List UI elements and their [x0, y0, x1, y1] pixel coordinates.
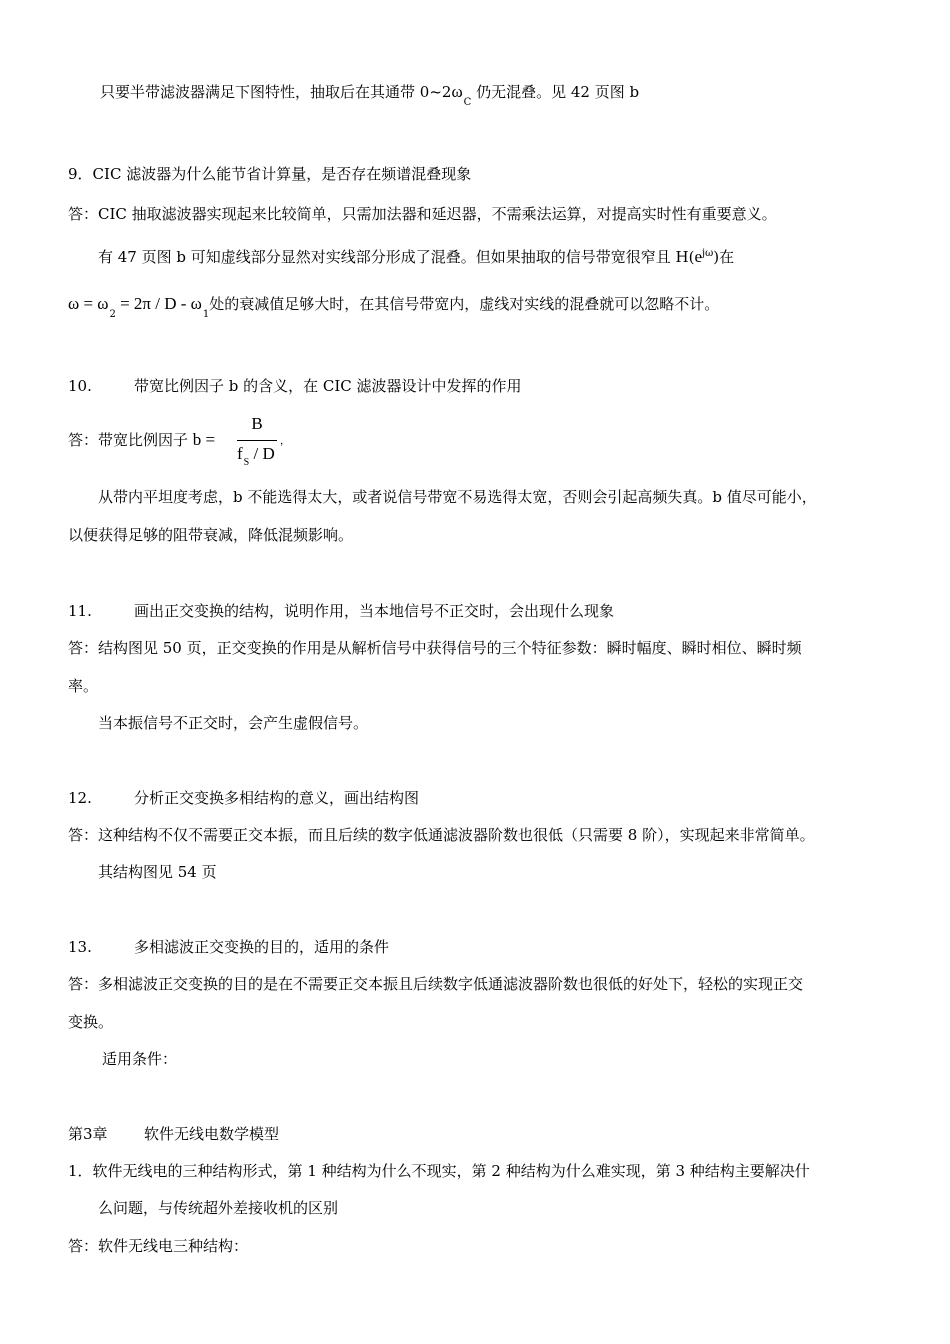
- superscript: jω: [702, 248, 714, 259]
- question-11-title: [68, 601, 614, 621]
- question-13-title: [68, 937, 389, 957]
- question-number: 12.: [68, 789, 92, 807]
- formula: = 2π / D - ω: [115, 294, 202, 313]
- chapter-3-heading: [68, 1124, 279, 1144]
- fraction-bar: [237, 440, 277, 441]
- exp-e: e: [694, 247, 703, 266]
- question-12-title: [68, 788, 419, 808]
- ch3-question-1-line2: 么问题，与传统超外差接收机的区别: [98, 1199, 339, 1217]
- subscript: 1: [202, 309, 210, 320]
- fraction-denominator: [237, 444, 275, 468]
- question-11-answer-line2: 率。: [68, 677, 99, 695]
- question-11-answer-line3: 当本振信号不正交时，会产生虚假信号。: [98, 714, 369, 732]
- text: 仍无混叠。见 42 页图 b: [471, 83, 640, 101]
- formula: ω = ω: [68, 294, 109, 313]
- subscript: S: [243, 457, 250, 468]
- question-11-answer-line1: 答：结构图见 50 页，正交变换的作用是从解析信号中获得信号的三个特征参数：瞬时幅度、瞬时相位、瞬时频: [68, 639, 802, 657]
- question-12-answer-line2: 其结构图见 54 页: [98, 863, 217, 881]
- question-9-answer-line1: 答：CIC 抽取滤波器实现起来比较简单，只需加法器和延迟器，不需乘法运算，对提高实时性有重要意义。: [68, 205, 777, 223]
- question-number: 11.: [68, 602, 92, 620]
- text: 答：带宽比例因子: [68, 431, 193, 449]
- question-13-answer-line1: 答：多相滤波正交变换的目的是在不需要正交本振且后续数字低通滤波器阶数也很低的好处下，轻松的实现正交: [68, 975, 804, 993]
- subscript: C: [463, 97, 472, 108]
- question-13-answer-line3: 适用条件：: [102, 1050, 178, 1068]
- question-10-title: [68, 376, 522, 396]
- text: 多相滤波正交变换的目的，适用的条件: [134, 938, 390, 956]
- text: 只要半带滤波器满足下图特性，抽取后在其通带 0~2: [100, 83, 452, 101]
- text: )在: [713, 248, 735, 266]
- subscript: 2: [109, 309, 116, 320]
- text: 带宽比例因子 b 的含义，在 CIC 滤波器设计中发挥的作用: [134, 377, 522, 395]
- text: / D: [249, 444, 275, 463]
- question-number: 13.: [68, 938, 92, 956]
- question-9-answer-line3: [68, 294, 720, 320]
- text: 处的衰减值足够大时，在其信号带宽内，虚线对实线的混叠就可以忽略不计。: [209, 295, 720, 313]
- comma: ，: [280, 436, 290, 447]
- question-9-answer-line2: [98, 247, 734, 270]
- omega-symbol: ω: [451, 82, 463, 101]
- question-number: 10.: [68, 377, 92, 395]
- question-10-answer-line1: [68, 430, 215, 450]
- question-9-title: 9．CIC 滤波器为什么能节省计算量，是否存在频谱混叠现象: [68, 165, 472, 183]
- question-12-answer-line1: 答：这种结构不仅不需要正交本振，而且后续的数字低通滤波器阶数也很低（只需要 8 阶），实现起来非常简单。: [68, 826, 815, 844]
- chapter-number: 第3章: [68, 1125, 108, 1143]
- text: 有 47 页图 b 可知虚线部分显然对实线部分形成了混叠。但如果抽取的信号带宽很窄且 H(: [98, 248, 695, 266]
- formula: b =: [192, 430, 216, 449]
- question-10-answer-line3: 以便获得足够的阻带衰减，降低混频影响。: [68, 526, 354, 544]
- ch3-question-1-line1: 1．软件无线电的三种结构形式，第 1 种结构为什么不现实，第 2 种结构为什么难实现，第 3 种结构主要解决什: [68, 1162, 810, 1180]
- text: 分析正交变换多相结构的意义，画出结构图: [134, 789, 420, 807]
- text: f: [237, 444, 243, 463]
- ch3-question-1-answer: 答：软件无线电三种结构：: [68, 1237, 249, 1255]
- paragraph-half-band: [100, 82, 640, 108]
- fraction-numerator: B: [251, 414, 263, 433]
- question-10-answer-line2: 从带内平坦度考虑，b 不能选得太大，或者说信号带宽不易选得太宽，否则会引起高频失真。b 值尽可能小，: [98, 488, 817, 506]
- text: 画出正交变换的结构，说明作用，当本地信号不正交时，会出现什么现象: [134, 602, 615, 620]
- question-13-answer-line2: 变换。: [68, 1013, 114, 1031]
- chapter-title: 软件无线电数学模型: [144, 1125, 280, 1143]
